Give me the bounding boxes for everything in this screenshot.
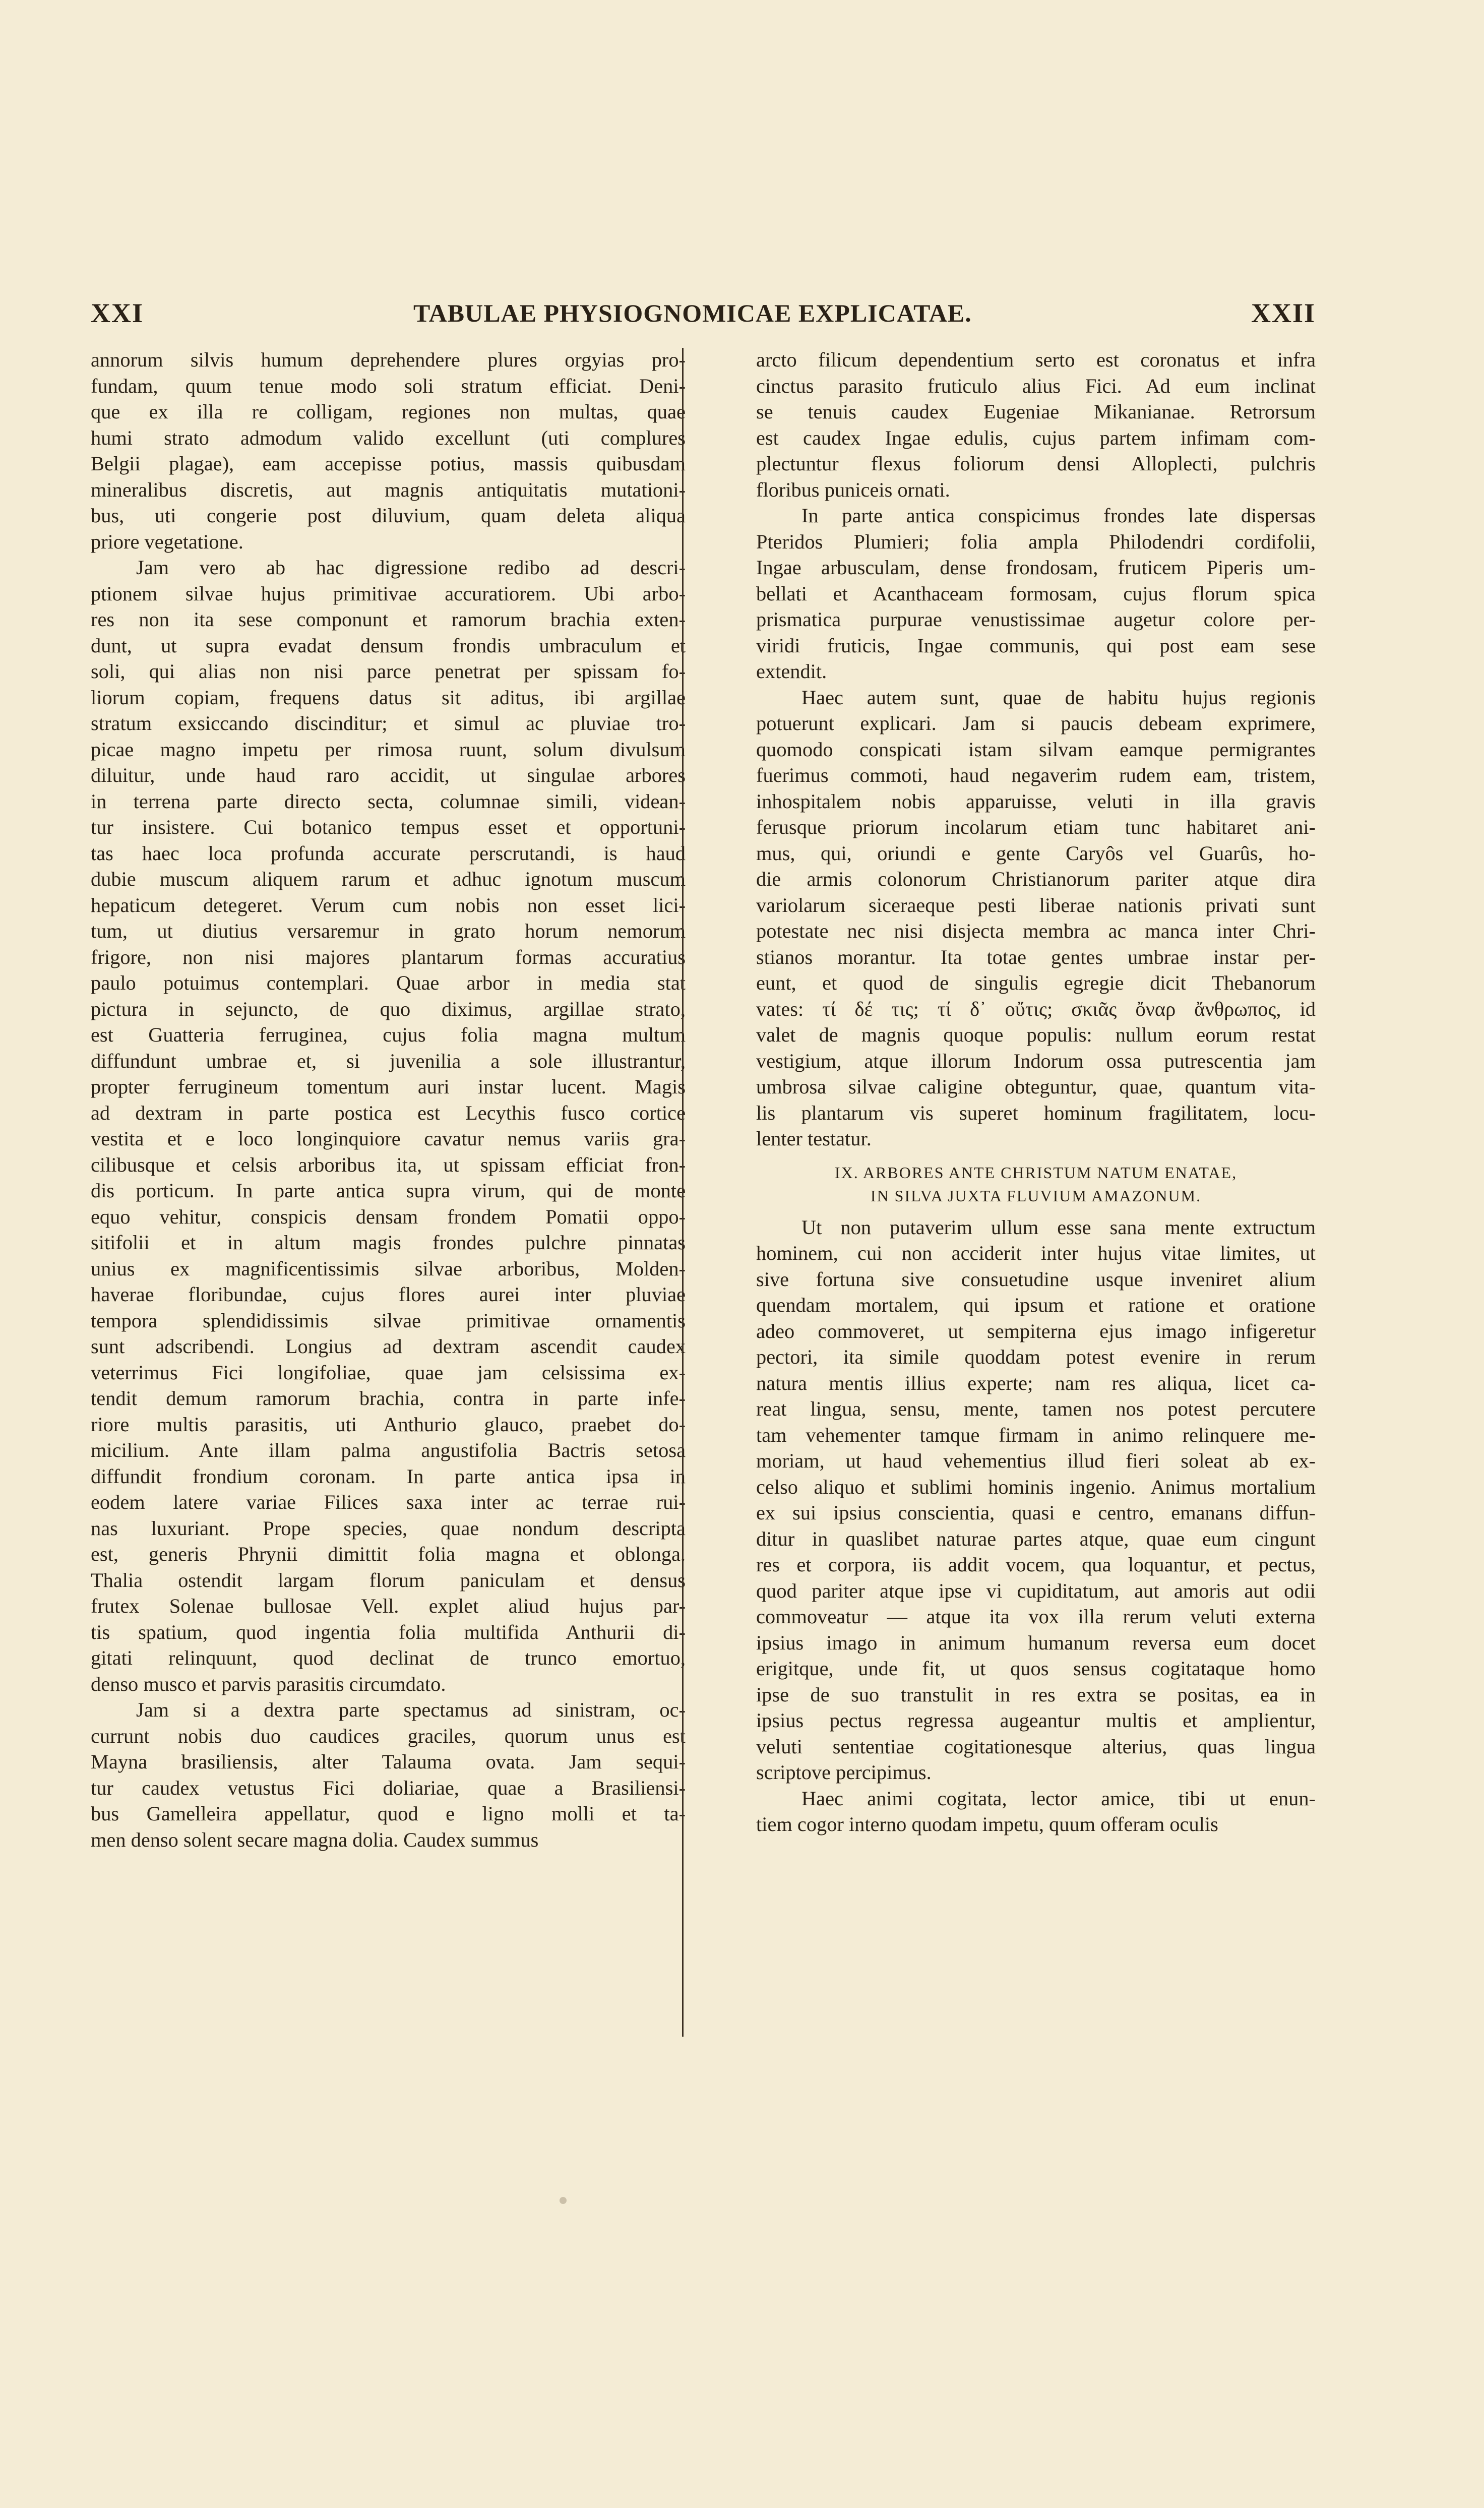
text-line: fundam, quum tenue modo soli stratum efficiat. Deni- <box>91 374 686 397</box>
text-line: hepaticum detegeret. Verum cum nobis non esset lici- <box>91 893 686 916</box>
text-line: Jam vero ab hac digressione redibo ad descri- <box>136 556 686 579</box>
text-line: lenter testatur. <box>756 1127 872 1150</box>
text-line: frutex Solenae bullosae Vell. explet aliud hujus par- <box>91 1595 686 1617</box>
text-line: res et corpora, iis addit vocem, qua loquantur, et pectus, <box>756 1553 1316 1576</box>
text-line: extendit. <box>756 660 827 683</box>
text-line: reat lingua, sensu, mente, tamen nos potest percutere <box>756 1397 1316 1420</box>
text-line: Thalia ostendit largam florum paniculam et densus <box>91 1568 686 1592</box>
text-line: potestate nec nisi disjecta membra ac manca inter Chri- <box>756 920 1316 942</box>
section-heading-line-2: IN SILVA JUXTA FLUVIUM AMAZONUM. <box>870 1186 1202 1205</box>
text-line: erigitque, unde fit, ut quos sensus cogitataque homo <box>756 1657 1316 1680</box>
text-line: soli, qui alias non nisi parce penetrat per spissam fo- <box>91 660 686 683</box>
paper-blemish <box>560 2197 567 2204</box>
text-line: micilium. Ante illam palma angustifolia Bactris setosa <box>91 1439 686 1461</box>
right-column-text-after-heading <box>756 1214 1316 1838</box>
text-line: tas haec loca profunda accurate perscrutandi, is haud <box>91 841 686 865</box>
text-line: eodem latere variae Filices saxa inter ac terrae rui- <box>91 1491 686 1513</box>
text-line: ex sui ipsius conscientia, quasi e centro, emanans diffun- <box>756 1501 1316 1524</box>
text-line: bus Gamelleira appellatur, quod e ligno molli et ta- <box>91 1802 686 1825</box>
text-line: dubie muscum aliquem rarum et adhuc ignotum muscum <box>91 868 686 890</box>
section-heading-line-1: IX. ARBORES ANTE CHRISTUM NATUM ENATAE, <box>834 1163 1238 1182</box>
text-line: variolarum siceraeque pesti liberae nationis privati sunt <box>756 893 1316 916</box>
text-line: commoveatur — atque ita vox illa rerum veluti externa <box>756 1605 1316 1628</box>
text-line: Belgii plagae), eam accepisse potius, massis quibusdam <box>91 452 686 475</box>
text-line: picae magno impetu per rimosa ruunt, solum divulsum <box>91 738 686 761</box>
column-divider-rule <box>682 348 684 2037</box>
text-line: riore multis parasitis, uti Anthurio glauco, praebet do- <box>91 1413 686 1436</box>
text-line: ipse de suo transtulit in res extra se positas, ea in <box>756 1683 1316 1706</box>
text-line: veluti sententiae cogitationesque alterius, quas lingua <box>756 1735 1316 1758</box>
text-line: vestigium, atque illorum Indorum ossa putrescentia jam <box>756 1049 1316 1072</box>
text-line: sitifolii et in altum magis frondes pulchre pinnatas <box>91 1231 686 1254</box>
running-title: TABULAE PHYSIOGNOMICAE EXPLICATAE. <box>413 299 972 327</box>
text-line: fuerimus commoti, haud negaverim rudem eam, tristem, <box>756 764 1316 786</box>
text-line: diluitur, unde haud raro accidit, ut singulae arbores <box>91 764 686 786</box>
text-line: men denso solent secare magna dolia. Caudex summus <box>91 1828 539 1851</box>
text-line: Ingae arbusculam, dense frondosam, fruticem Piperis um- <box>756 556 1316 579</box>
running-header <box>91 297 1316 333</box>
text-line: est Guatteria ferruginea, cujus folia magna multum <box>91 1023 686 1046</box>
text-line: gitati relinquunt, quod declinat de trunco emortuo, <box>91 1646 686 1669</box>
text-line: viridi fruticis, Ingae communis, qui post eam sese <box>756 634 1316 657</box>
text-line: veterrimus Fici longifoliae, quae jam celsissima ex- <box>91 1361 686 1384</box>
text-line: tempora splendidissimis silvae primitivae ornamentis <box>91 1309 686 1332</box>
right-column-text-before-heading <box>756 347 1316 1152</box>
section-heading <box>756 1161 1316 1207</box>
text-line: ferusque priorum incolarum etiam tunc habitaret ani- <box>756 816 1316 838</box>
text-line: celso aliquo et sublimi hominis ingenio. Animus mortalium <box>756 1475 1316 1498</box>
text-line: stratum exsiccando discinditur; et simul ac pluviae tro- <box>91 712 686 735</box>
text-line: est, generis Phrynii dimittit folia magna et oblonga. <box>91 1543 686 1565</box>
text-line: dis porticum. In parte antica supra virum, qui de monte <box>91 1179 686 1202</box>
text-line: Jam si a dextra parte spectamus ad sinistram, oc- <box>136 1698 686 1721</box>
text-line: haverae floribundae, cujus flores aurei inter pluviae <box>91 1283 686 1306</box>
text-line: tur caudex vetustus Fici doliariae, quae a Brasiliensi- <box>91 1776 686 1799</box>
text-line: bus, uti congerie post diluvium, quam deleta aliqua <box>91 504 686 527</box>
text-line: mineralibus discretis, aut magnis antiquitatis mutationi- <box>91 478 686 501</box>
text-line: tis spatium, quod ingentia folia multifida Anthurii di- <box>91 1620 686 1643</box>
text-line: diffundit frondium coronam. In parte antica ipsa in <box>91 1464 686 1488</box>
text-line: sunt adscribendi. Longius ad dextram ascendit caudex <box>91 1335 686 1358</box>
text-line: tiem cogor interno quodam impetu, quum offeram oculis <box>756 1813 1218 1836</box>
text-line: in terrena parte directo secta, columnae simili, videan- <box>91 789 686 813</box>
text-line: prismatica purpurae venustissimae augetur colore per- <box>756 608 1316 631</box>
text-line: eunt, et quod de singulis egregie dicit Thebanorum <box>756 971 1316 994</box>
text-line: cilibusque et celsis arboribus ita, ut spissam efficiat fron- <box>91 1153 686 1176</box>
text-line: Haec autem sunt, quae de habitu hujus regionis <box>801 686 1316 709</box>
text-line: equo vehitur, conspicis densam frondem Pomatii oppo- <box>91 1205 686 1228</box>
text-line: dunt, ut supra evadat densum frondis umbraculum et <box>91 634 686 657</box>
text-line: frigore, non nisi majores plantarum formas accuratius <box>91 945 686 968</box>
text-line: ipsius pectus regressa augeantur multis et amplientur, <box>756 1709 1316 1732</box>
text-line: unius ex magnificentissimis silvae arboribus, Molden- <box>91 1257 686 1280</box>
text-line: ditur in quaslibet naturae partes atque, quae eum cingunt <box>756 1527 1316 1550</box>
text-line: moriam, ut haud vehementius illud fieri soleat ab ex- <box>756 1449 1316 1472</box>
text-line: stianos morantur. Ita totae gentes umbrae instar per- <box>756 945 1316 968</box>
text-line: die armis colonorum Christianorum pariter atque dira <box>756 868 1316 890</box>
text-line: Ut non putaverim ullum esse sana mente extructum <box>801 1215 1316 1239</box>
text-line: Haec animi cogitata, lector amice, tibi ut enun- <box>801 1787 1316 1810</box>
right-text-column <box>756 347 1316 1838</box>
text-line: arcto filicum dependentium serto est coronatus et infra <box>756 348 1316 371</box>
text-line: lis plantarum vis superet hominum fragilitatem, locu- <box>756 1101 1316 1124</box>
right-page-number: XXII <box>1251 298 1316 328</box>
text-line: adeo commoveret, ut sempiterna ejus imago infigeretur <box>756 1319 1316 1342</box>
text-line: hominem, cui non acciderit inter hujus vitae limites, ut <box>756 1242 1316 1264</box>
text-line: diffundunt umbrae et, si juvenilia a sole illustrantur, <box>91 1049 686 1072</box>
text-line: ptionem silvae hujus primitivae accuratiorem. Ubi arbo- <box>91 582 686 605</box>
text-line: liorum copiam, frequens datus sit aditus, ibi argillae <box>91 686 686 709</box>
text-line: paulo potuimus contemplari. Quae arbor in media stat <box>91 971 686 994</box>
text-line: Mayna brasiliensis, alter Talauma ovata. Jam sequi- <box>91 1750 686 1773</box>
text-line: pictura in sejuncto, de quo diximus, argillae strato, <box>91 997 686 1020</box>
text-line: In parte antica conspicimus frondes late dispersas <box>801 504 1316 527</box>
text-line: se tenuis caudex Eugeniae Mikanianae. Retrorsum <box>756 400 1316 423</box>
text-line: pectori, ita simile quoddam potest evenire in rerum <box>756 1345 1316 1368</box>
text-line: est caudex Ingae edulis, cujus partem infimam com- <box>756 426 1316 449</box>
text-line: ipsius imago in animum humanum reversa eum docet <box>756 1631 1316 1654</box>
text-line: quod pariter atque ipse vi cupiditatum, aut amoris aut odii <box>756 1579 1316 1602</box>
text-line: propter ferrugineum tomentum auri instar lucent. Magis <box>91 1075 686 1098</box>
left-text-column <box>91 347 686 1853</box>
text-line: denso musco et parvis parasitis circumdato. <box>91 1672 446 1695</box>
text-line: valet de magnis quoque populis: nullum eorum restat <box>756 1023 1316 1046</box>
text-line: annorum silvis humum deprehendere plures orgyias pro- <box>91 348 686 371</box>
text-line: bellati et Acanthaceam formosam, cujus florum spica <box>756 582 1316 605</box>
left-page-number: XXI <box>91 298 144 328</box>
text-line: mus, qui, oriundi e gente Caryôs vel Guarûs, ho- <box>756 841 1316 865</box>
text-line: sive fortuna sive consuetudine usque inveniret alium <box>756 1267 1316 1291</box>
text-line: Pteridos Plumieri; folia ampla Philodendri cordifolii, <box>756 530 1316 553</box>
text-line: humi strato admodum valido excellunt (uti complures <box>91 426 686 449</box>
text-line: tam vehementer tamque firmam in animo relinquere me- <box>756 1423 1316 1446</box>
text-line: plectuntur flexus foliorum densi Alloplecti, pulchris <box>756 452 1316 475</box>
text-line: inhospitalem nobis apparuisse, veluti in illa gravis <box>756 789 1316 813</box>
text-line: scriptove percipimus. <box>756 1761 932 1784</box>
text-line: nas luxuriant. Prope species, quae nondum descripta <box>91 1516 686 1540</box>
text-line: natura mentis illius experte; nam res aliqua, licet ca- <box>756 1371 1316 1394</box>
text-line: priore vegetatione. <box>91 530 243 553</box>
text-line: res non ita sese componunt et ramorum brachia exten- <box>91 608 686 631</box>
text-line: que ex illa re colligam, regiones non multas, quae <box>91 400 686 423</box>
text-line: potuerunt explicari. Jam si paucis debeam exprimere, <box>756 712 1316 735</box>
text-line: tum, ut diutius versaremur in grato horum nemorum <box>91 920 686 942</box>
text-line: floribus puniceis ornati. <box>756 478 950 501</box>
text-line: vates: τί δέ τις; τί δ᾽ οὔτις; σκιᾶς ὄναρ ἄνθρωπος, id <box>756 997 1316 1020</box>
text-line: quomodo conspicati istam silvam eamque permigrantes <box>756 738 1316 761</box>
text-line: umbrosa silvae caligine obteguntur, quae, quantum vita- <box>756 1075 1316 1098</box>
text-line: quendam mortalem, qui ipsum et ratione et oratione <box>756 1294 1316 1316</box>
text-line: cinctus parasito fruticulo alius Fici. Ad eum inclinat <box>756 374 1316 397</box>
text-line: currunt nobis duo caudices graciles, quorum unus est <box>91 1724 686 1747</box>
text-line: ad dextram in parte postica est Lecythis fusco cortice <box>91 1101 686 1124</box>
text-line: tendit demum ramorum brachia, contra in parte infe- <box>91 1387 686 1410</box>
text-line: vestita et e loco longinquiore cavatur nemus variis gra- <box>91 1127 686 1150</box>
text-line: tur insistere. Cui botanico tempus esset et opportuni- <box>91 816 686 838</box>
